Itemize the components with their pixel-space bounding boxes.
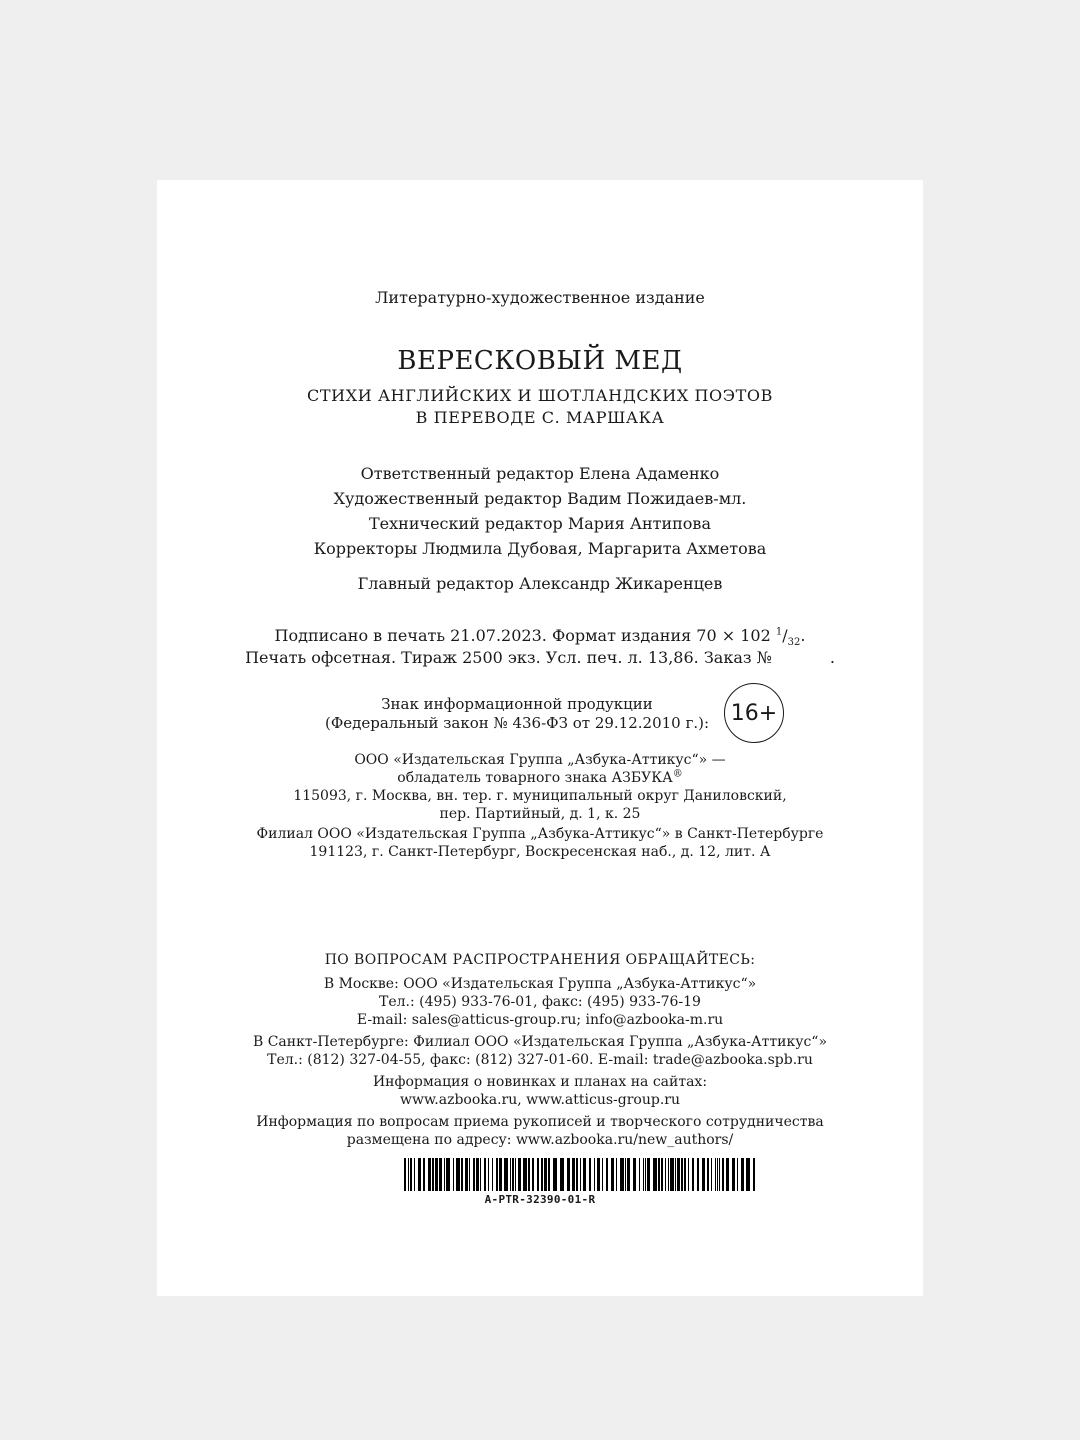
barcode-bar: [645, 1158, 646, 1191]
barcode-bar: [544, 1158, 547, 1191]
publisher-address-2: пер. Партийный, д. 1, к. 25: [439, 806, 641, 822]
barcode-bar: [717, 1158, 718, 1191]
barcode-bar: [528, 1158, 530, 1191]
barcode-bar: [465, 1158, 468, 1191]
barcode-bar: [469, 1158, 470, 1191]
barcode-bar: [428, 1158, 431, 1191]
barcode-bar: [515, 1158, 516, 1191]
barcode-bar: [670, 1158, 674, 1191]
barcode-bar: [553, 1158, 557, 1191]
subtitle-line-2: В ПЕРЕВОДЕ С. МАРШАКА: [415, 408, 665, 427]
format-numerator: 1: [775, 626, 783, 638]
barcode-bar: [404, 1158, 406, 1191]
barcode-bar: [589, 1158, 591, 1191]
barcode-bar: [681, 1158, 683, 1191]
barcode: [404, 1158, 758, 1191]
print-info-line-1: [157, 626, 923, 649]
barcode-bar: [707, 1158, 709, 1191]
barcode-bar: [484, 1158, 486, 1191]
barcode-bar: [461, 1158, 463, 1191]
barcode-bar: [532, 1158, 534, 1191]
barcode-bar: [653, 1158, 657, 1191]
barcode-bar: [576, 1158, 578, 1191]
distribution-heading: ПО ВОПРОСАМ РАСПРОСТРАНЕНИЯ ОБРАЩАЙТЕСЬ:: [324, 952, 756, 968]
barcode-bar: [741, 1158, 744, 1191]
barcode-bar: [410, 1158, 412, 1191]
publisher-address-1: 115093, г. Москва, вн. тер. г. муниципальный округ Даниловский,: [293, 788, 787, 804]
barcode-bar: [702, 1158, 705, 1191]
barcode-bar: [658, 1158, 660, 1191]
barcode-bar: [606, 1158, 608, 1191]
barcode-bar: [499, 1158, 502, 1191]
format-denominator: 32: [787, 637, 801, 649]
registered-mark: ®: [672, 768, 683, 780]
barcode-bar: [688, 1158, 689, 1191]
barcode-bar: [668, 1158, 669, 1191]
barcode-bar: [647, 1158, 650, 1191]
barcode-bar: [423, 1158, 425, 1191]
barcode-bar: [476, 1158, 479, 1191]
barcode-bar: [753, 1158, 755, 1191]
sites-info: Информация о новинках и планах на сайтах:: [372, 1074, 708, 1090]
barcode-bar: [732, 1158, 735, 1191]
barcode-bar: [504, 1158, 508, 1191]
sites-urls: www.azbooka.ru, www.atticus-group.ru: [400, 1092, 680, 1108]
barcode-bar: [633, 1158, 636, 1191]
barcode-bar: [418, 1158, 421, 1191]
subtitle-line-1: СТИХИ АНГЛИЙСКИХ И ШОТЛАНДСКИХ ПОЭТОВ: [307, 386, 773, 405]
barcode-bar: [444, 1158, 445, 1191]
barcode-bar: [456, 1158, 460, 1191]
spb-phone-email: Тел.: (812) 327-04-55, факс: (812) 327-01-60. E-mail: trade@azbooka.spb.ru: [267, 1052, 813, 1068]
publisher-trademark: [157, 769, 923, 788]
barcode-bar: [737, 1158, 738, 1191]
barcode-bar: [620, 1158, 624, 1191]
barcode-bar: [675, 1158, 676, 1191]
barcode-label: A-PTR-32390-01-R: [484, 1193, 596, 1206]
moscow-email: E-mail: sales@atticus-group.ru; info@azbooka-m.ru: [356, 1012, 724, 1028]
barcode-bar: [719, 1158, 720, 1191]
barcode-bar: [512, 1158, 514, 1191]
print-signed-format: Подписано в печать 21.07.2023. Формат издания 70 × 102: [274, 626, 776, 645]
barcode-bar: [711, 1158, 712, 1191]
barcode-bar: [432, 1158, 434, 1191]
branch-name: Филиал ООО «Издательская Группа „Азбука-Аттикус“» в Санкт-Петербурге: [256, 826, 824, 842]
barcode-bar: [594, 1158, 595, 1191]
barcode-bar: [446, 1158, 450, 1191]
barcode-bar: [488, 1158, 489, 1191]
edition-genre: Литературно-художественное издание: [375, 288, 705, 307]
art-editor: Художественный редактор Вадим Пожидаев-мл.: [333, 489, 747, 508]
chief-editor: Главный редактор Александр Жикаренцев: [357, 574, 723, 593]
barcode-bar: [639, 1158, 640, 1191]
info-mark-law: (Федеральный закон № 436-ФЗ от 29.12.2010 г.):: [324, 714, 710, 732]
imprint-page: [157, 180, 923, 1296]
barcode-bar: [492, 1158, 493, 1191]
barcode-bar: [518, 1158, 521, 1191]
responsible-editor: Ответственный редактор Елена Адаменко: [360, 464, 720, 483]
info-mark-label: Знак информационной продукции: [381, 695, 653, 713]
barcode-bar: [611, 1158, 614, 1191]
print-line-1-end: .: [800, 626, 806, 645]
barcode-bar: [414, 1158, 415, 1191]
barcode-bar: [746, 1158, 750, 1191]
barcode-bar: [548, 1158, 550, 1191]
authors-info: Информация по вопросам приема рукописей и творческого сотрудничества: [256, 1114, 824, 1130]
barcode-bar: [567, 1158, 570, 1191]
barcode-bar: [408, 1158, 409, 1191]
barcode-bar: [692, 1158, 694, 1191]
barcode-bar: [572, 1158, 575, 1191]
barcode-bar: [677, 1158, 680, 1191]
moscow-contact: В Москве: ООО «Издательская Группа „Азбука-Аттикус“»: [323, 976, 757, 992]
barcode-bar: [643, 1158, 644, 1191]
book-title: ВЕРЕСКОВЫЙ МЕД: [397, 346, 683, 376]
barcode-bar: [435, 1158, 438, 1191]
barcode-bar: [627, 1158, 630, 1191]
print-line-2-end: .: [829, 648, 835, 667]
barcode-bar: [496, 1158, 498, 1191]
proofreaders: Корректоры Людмила Дубовая, Маргарита Ахметова: [313, 539, 767, 558]
barcode-bar: [560, 1158, 564, 1191]
barcode-bar: [665, 1158, 666, 1191]
barcode-bar: [602, 1158, 603, 1191]
barcode-bar: [715, 1158, 716, 1191]
barcode-bar: [597, 1158, 600, 1191]
publisher-name: ООО «Издательская Группа „Азбука-Аттикус“» —: [354, 752, 726, 768]
format-slash: /: [782, 626, 788, 645]
barcode-bar: [453, 1158, 454, 1191]
age-rating-text: 16+: [730, 700, 778, 726]
barcode-bar: [616, 1158, 617, 1191]
branch-address: 191123, г. Санкт-Петербург, Воскресенская наб., д. 12, лит. А: [309, 844, 771, 860]
barcode-bar: [722, 1158, 724, 1191]
barcode-bar: [684, 1158, 686, 1191]
moscow-phone: Тел.: (495) 933-76-01, факс: (495) 933-76-19: [379, 994, 701, 1010]
technical-editor: Технический редактор Мария Антипова: [369, 514, 711, 533]
print-info-line-2: [157, 648, 923, 668]
barcode-bar: [473, 1158, 475, 1191]
barcode-bar: [580, 1158, 581, 1191]
trademark-text: обладатель товарного знака АЗБУКА: [397, 770, 673, 786]
barcode-bar: [541, 1158, 543, 1191]
barcode-bar: [583, 1158, 586, 1191]
barcode-bar: [625, 1158, 626, 1191]
spb-contact: В Санкт-Петербурге: Филиал ООО «Издательская Группа „Азбука-Аттикус“»: [252, 1034, 828, 1050]
barcode-bar: [523, 1158, 527, 1191]
authors-url: размещена по адресу: www.azbooka.ru/new_authors/: [346, 1132, 734, 1148]
barcode-bar: [726, 1158, 729, 1191]
barcode-bar: [661, 1158, 663, 1191]
barcode-bar: [697, 1158, 699, 1191]
age-rating-badge: [724, 683, 784, 743]
barcode-bar: [439, 1158, 442, 1191]
print-run-info: Печать офсетная. Тираж 2500 экз. Усл. печ. л. 13,86. Заказ №: [245, 648, 772, 667]
barcode-bar: [537, 1158, 539, 1191]
barcode-bar: [480, 1158, 481, 1191]
barcode-bar: [510, 1158, 511, 1191]
